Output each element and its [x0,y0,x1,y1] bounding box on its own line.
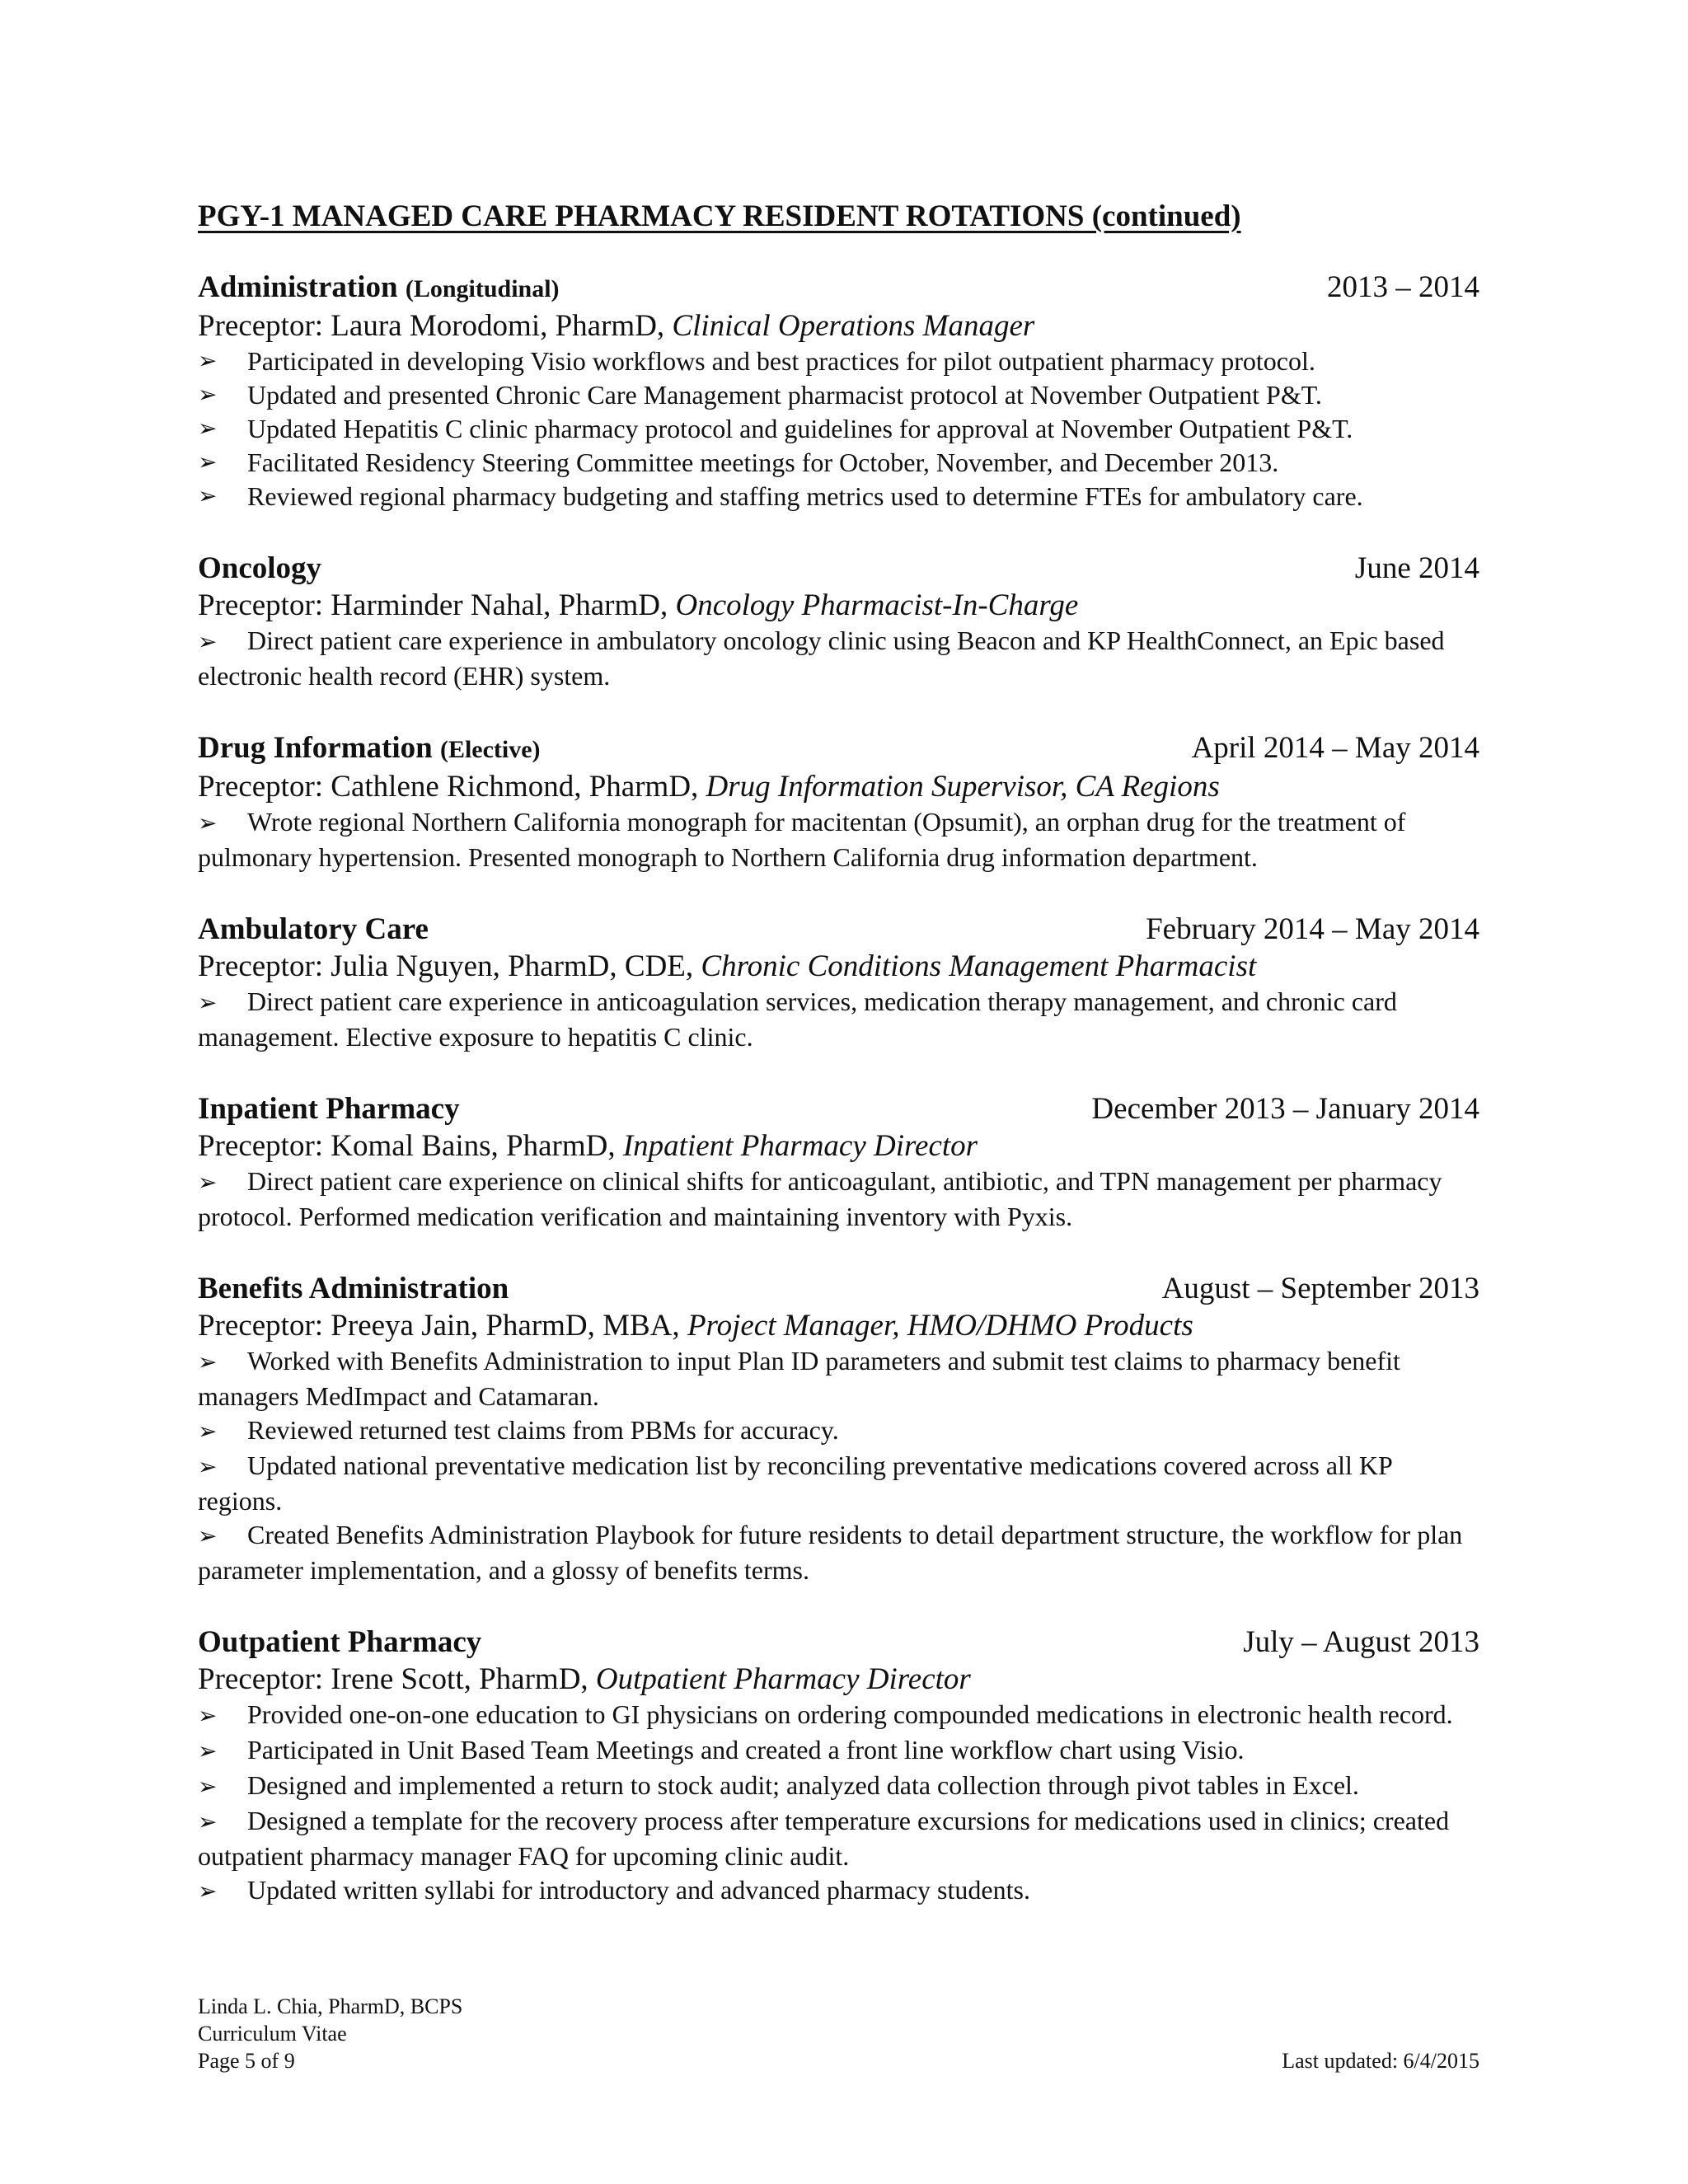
bullet-text: Direct patient care experience in ambulatory oncology clinic using Beacon and KP HealthConnect, an Epic based electronic health record (EHR) system. [198,626,1445,691]
preceptor-role: Project Manager, HMO/DHMO Products [687,1309,1193,1343]
bullet-text: Updated national preventative medication list by reconciling preventative medications covered across all KP regions. [198,1451,1392,1516]
list-item [198,412,1479,446]
rotation-title [198,1624,481,1661]
preceptor-name: Preceptor: Preeya Jain, PharmD, MBA, [198,1309,687,1343]
rotation-bullets [198,1698,1479,1909]
rotation-bullets [198,624,1479,693]
rotation-section [198,1270,1479,1587]
bullet-text: Created Benefits Administration Playbook for future residents to detail department structure, the workflow for plan parameter implementation, and a glossy of benefits terms. [198,1520,1463,1585]
list-item [198,985,1479,1054]
rotation-name: Administration [198,270,398,304]
rotation-title [198,729,541,769]
preceptor-role: Clinical Operations Manager [672,309,1035,343]
bullet-text: Direct patient care experience on clinical shifts for anticoagulant, antibiotic, and TPN management per pharmacy protocol. Performed medication verification and maintaining inventory with Pyxis. [198,1166,1442,1231]
rotation-title [198,1090,460,1128]
footer-last-updated: Last updated: 6/4/2015 [1282,2049,1479,2073]
arrow-bullet-icon: ➢ [198,1350,218,1376]
rotation-section [198,1090,1479,1234]
arrow-bullet-icon: ➢ [198,630,218,655]
rotation-name: Inpatient Pharmacy [198,1092,460,1126]
footer-page-number: Page 5 of 9 [198,2049,295,2073]
list-item [198,1413,1479,1449]
list-item [198,378,1479,412]
bullet-text: Participated in developing Visio workflows and best practices for pilot outpatient pharmacy protocol. [247,346,1315,376]
rotation-name: Outpatient Pharmacy [198,1625,482,1659]
list-item [198,624,1479,693]
rotation-preceptor [198,308,1479,344]
section-heading: PGY-1 MANAGED CARE PHARMACY RESIDENT ROTATIONS (continued) [198,199,1241,233]
bullet-text: Updated Hepatitis C clinic pharmacy protocol and guidelines for approval at November Outpatient P&T. [247,414,1353,443]
rotation-title-row [198,1270,1479,1308]
list-item [198,1165,1479,1234]
rotation-section [198,1624,1479,1909]
rotation-name: Ambulatory Care [198,912,429,946]
rotation-preceptor [198,1661,1479,1698]
arrow-bullet-icon: ➢ [198,382,218,408]
footer-name: Linda L. Chia, PharmD, BCPS [198,1994,463,2018]
preceptor-role: Oncology Pharmacist-In-Charge [675,588,1079,622]
preceptor-name: Preceptor: Komal Bains, PharmD, [198,1129,623,1163]
rotation-dates: July – August 2013 [1243,1625,1479,1659]
rotation-bullets [198,1165,1479,1234]
rotation-name: Benefits Administration [198,1272,509,1305]
preceptor-role: Drug Information Supervisor, CA Regions [706,770,1220,804]
rotation-preceptor [198,949,1479,985]
preceptor-name: Preceptor: Laura Morodomi, PharmD, [198,309,673,343]
arrow-bullet-icon: ➢ [198,349,218,374]
rotation-qualifier: (Elective) [439,736,541,763]
rotations-list [198,269,1479,1909]
rotation-title-row [198,729,1479,769]
preceptor-role: Outpatient Pharmacy Director [595,1662,971,1696]
footer-document: Curriculum Vitae [198,2022,347,2046]
arrow-bullet-icon: ➢ [198,1774,218,1800]
list-item [198,1733,1479,1769]
rotation-bullets [198,805,1479,874]
arrow-bullet-icon: ➢ [198,991,218,1016]
rotation-title-row [198,911,1479,949]
bullet-text: Reviewed returned test claims from PBMs for accuracy. [247,1415,839,1445]
arrow-bullet-icon: ➢ [198,1704,218,1729]
rotation-qualifier: (Longitudinal) [405,275,560,302]
arrow-bullet-icon: ➢ [198,1170,218,1196]
rotation-section [198,911,1479,1054]
preceptor-name: Preceptor: Cathlene Richmond, PharmD, [198,770,706,804]
rotation-section [198,269,1479,513]
preceptor-name: Preceptor: Julia Nguyen, PharmD, CDE, [198,949,701,983]
list-item [198,1873,1479,1909]
rotation-title [198,1270,509,1308]
cv-page [198,198,1479,1909]
rotation-name: Oncology [198,551,322,585]
bullet-text: Direct patient care experience in anticoagulation services, medication therapy management, and chronic card management. Elective exposure to hepatitis C clinic. [198,987,1397,1052]
preceptor-role: Inpatient Pharmacy Director [622,1129,978,1163]
preceptor-name: Preceptor: Irene Scott, PharmD, [198,1662,596,1696]
list-item [198,1804,1479,1873]
bullet-text: Updated written syllabi for introductory and advanced pharmacy students. [247,1875,1030,1905]
bullet-text: Worked with Benefits Administration to input Plan ID parameters and submit test claims to pharmacy benefit managers MedImpact and Catamaran. [198,1346,1400,1411]
rotation-name: Drug Information [198,731,433,765]
bullet-text: Provided one-on-one education to GI physicians on ordering compounded medications in electronic health record. [247,1699,1453,1729]
bullet-text: Reviewed regional pharmacy budgeting and staffing metrics used to determine FTEs for ambulatory care. [247,481,1363,511]
rotation-bullets [198,985,1479,1054]
arrow-bullet-icon: ➢ [198,450,218,476]
rotation-preceptor [198,588,1479,624]
rotation-title-row [198,269,1479,308]
arrow-bullet-icon: ➢ [198,1455,218,1480]
arrow-bullet-icon: ➢ [198,1739,218,1765]
bullet-text: Designed and implemented a return to stock audit; analyzed data collection through pivot tables in Excel. [247,1770,1359,1800]
list-item [198,1449,1479,1518]
bullet-text: Participated in Unit Based Team Meetings and created a front line workflow chart using Visio. [247,1735,1245,1765]
rotation-section [198,550,1479,693]
list-item [198,1518,1479,1587]
rotation-title-row [198,1090,1479,1128]
arrow-bullet-icon: ➢ [198,484,218,509]
list-item [198,480,1479,513]
rotation-preceptor [198,1308,1479,1344]
list-item [198,446,1479,480]
rotation-title-row [198,550,1479,588]
rotation-preceptor [198,1128,1479,1165]
rotation-dates: August – September 2013 [1161,1272,1479,1305]
rotation-bullets [198,1344,1479,1587]
rotation-dates: April 2014 – May 2014 [1191,731,1479,765]
arrow-bullet-icon: ➢ [198,416,218,442]
arrow-bullet-icon: ➢ [198,1810,218,1835]
arrow-bullet-icon: ➢ [198,1524,218,1549]
rotation-dates: December 2013 – January 2014 [1091,1092,1479,1126]
arrow-bullet-icon: ➢ [198,1419,218,1445]
rotation-title [198,269,560,308]
rotation-dates: February 2014 – May 2014 [1146,912,1479,946]
rotation-dates: June 2014 [1354,551,1479,585]
bullet-text: Facilitated Residency Steering Committee meetings for October, November, and December 2013. [247,448,1279,477]
rotation-dates: 2013 – 2014 [1327,270,1479,304]
list-item [198,1344,1479,1413]
arrow-bullet-icon: ➢ [198,811,218,837]
page-footer [198,1993,1479,2074]
rotation-bullets [198,344,1479,513]
preceptor-role: Chronic Conditions Management Pharmacist [701,949,1257,983]
rotation-title-row [198,1624,1479,1661]
arrow-bullet-icon: ➢ [198,1879,218,1905]
list-item [198,805,1479,874]
bullet-text: Designed a template for the recovery process after temperature excursions for medications used in clinics; created outpatient pharmacy manager FAQ for upcoming clinic audit. [198,1806,1450,1871]
rotation-section [198,729,1479,874]
list-item [198,1698,1479,1733]
rotation-title [198,550,321,588]
rotation-title [198,911,429,949]
list-item [198,1769,1479,1804]
rotation-preceptor [198,769,1479,805]
bullet-text: Wrote regional Northern California monograph for macitentan (Opsumit), an orphan drug for the treatment of pulmonary hypertension. Presented monograph to Northern California drug information department. [198,807,1406,872]
bullet-text: Updated and presented Chronic Care Management pharmacist protocol at November Outpatient P&T. [247,380,1322,410]
preceptor-name: Preceptor: Harminder Nahal, PharmD, [198,588,676,622]
list-item [198,344,1479,378]
